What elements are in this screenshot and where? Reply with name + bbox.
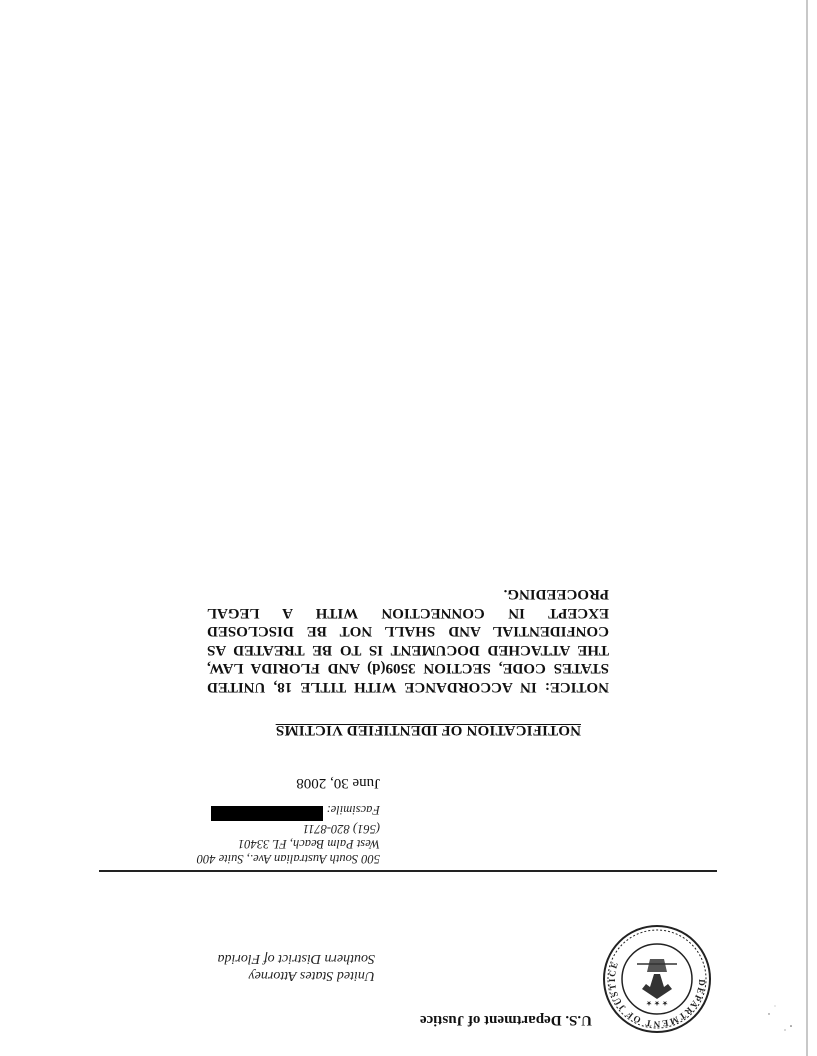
fax-row: [197, 802, 380, 821]
department-title: U.S. Department of Justice: [419, 1012, 592, 1028]
svg-text:★ ★ ★: ★ ★ ★: [645, 999, 669, 1007]
notice-line: NOTICE: IN ACCORDANCE WITH TITLE 18, UNITED: [207, 679, 609, 695]
office-line: United States Attorney: [248, 968, 375, 983]
doj-seal-icon: [602, 924, 712, 1034]
address-block: [197, 802, 380, 866]
scan-specks: [759, 996, 799, 1036]
letter-date: June 30, 2008: [296, 775, 380, 791]
header-divider: [99, 871, 717, 873]
notice-line: CONFIDENTIAL AND SHALL NOT BE DISCLOSED: [207, 623, 609, 640]
notice-line: STATES CODE, SECTION 3509(d) AND FLORIDA LAW,: [207, 660, 609, 677]
notice-line: EXCEPT IN CONNECTION WITH A LEGAL: [207, 605, 609, 621]
address-city: West Palm Beach, FL 33401: [237, 837, 380, 851]
document-heading: NOTIFICATION OF IDENTIFIED VICTIMS: [275, 722, 581, 738]
notice-line: THE ATTACHED DOCUMENT IS TO BE TREATED AS: [207, 642, 609, 658]
page-edge-line: [806, 0, 808, 1056]
redaction-box: [211, 806, 323, 821]
notice-line: PROCEEDING.: [503, 586, 609, 603]
address-street: 500 South Australian Ave., Suite 400: [196, 852, 380, 866]
fax-label: Facsimile:: [326, 803, 380, 817]
seal-text: DEPARTMENT OF JUSTICE: [606, 959, 708, 1030]
address-phone: (561) 820-8711: [302, 822, 380, 836]
office-line: Southern District of Florida: [217, 951, 375, 966]
office-block: [218, 950, 376, 984]
confidentiality-notice: [207, 585, 609, 696]
